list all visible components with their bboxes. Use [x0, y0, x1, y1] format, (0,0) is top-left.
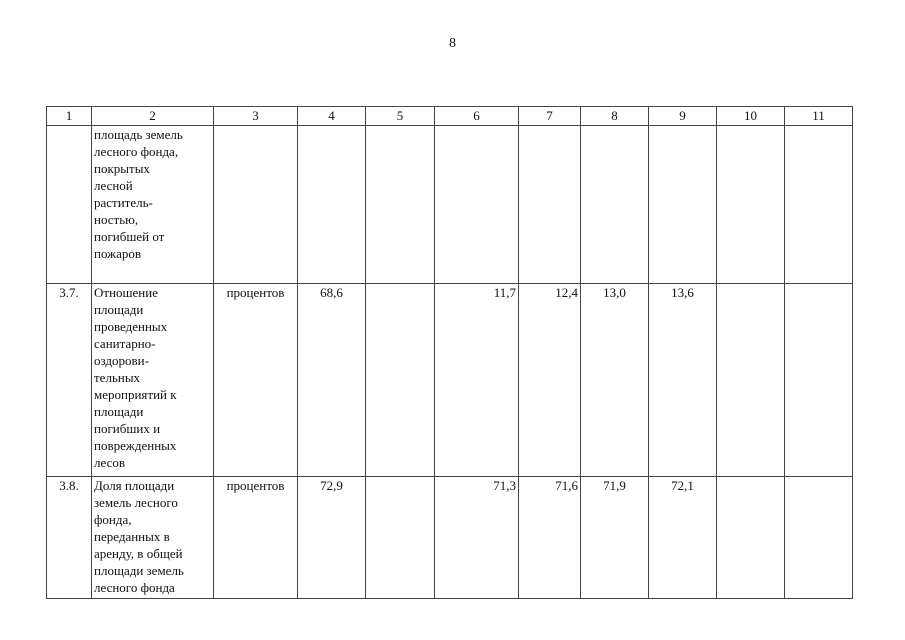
value-cell	[785, 284, 853, 477]
row-number-cell: 3.8.	[47, 477, 92, 599]
value-cell: 12,4	[519, 284, 581, 477]
column-header: 11	[785, 107, 853, 126]
value-cell	[298, 126, 366, 284]
value-cell: 72,9	[298, 477, 366, 599]
value-cell	[785, 477, 853, 599]
column-header: 7	[519, 107, 581, 126]
value-cell	[435, 126, 519, 284]
value-cell: 72,1	[649, 477, 717, 599]
indicator-text: Отношение площади проведенных санитарно- оздорови- тельных мероприятий к площади погибших и поврежденных лесов	[94, 285, 177, 470]
value-cell: 71,9	[581, 477, 649, 599]
table-row	[47, 284, 853, 477]
value-cell	[581, 126, 649, 284]
value-cell: 71,3	[435, 477, 519, 599]
column-header: 5	[366, 107, 435, 126]
table-row	[47, 477, 853, 599]
column-header: 2	[92, 107, 214, 126]
column-header: 4	[298, 107, 366, 126]
indicator-text: площадь земель лесного фонда, покрытых лесной раститель- ностью, погибшей от пожаров	[94, 127, 183, 261]
row-number-cell	[47, 126, 92, 284]
value-cell	[519, 126, 581, 284]
column-header: 10	[717, 107, 785, 126]
value-cell	[649, 126, 717, 284]
unit-cell: процентов	[214, 284, 298, 477]
column-header: 9	[649, 107, 717, 126]
indicator-cell	[92, 477, 214, 599]
value-cell: 71,6	[519, 477, 581, 599]
value-cell: 13,0	[581, 284, 649, 477]
page-number: 8	[449, 36, 456, 51]
column-header: 3	[214, 107, 298, 126]
row-number-cell: 3.7.	[47, 284, 92, 477]
indicator-cell	[92, 126, 214, 284]
indicators-table	[46, 106, 853, 599]
table-header-row	[47, 107, 853, 126]
value-cell	[785, 126, 853, 284]
value-cell	[717, 126, 785, 284]
value-cell	[366, 477, 435, 599]
table-row	[47, 126, 853, 284]
indicator-text: Доля площади земель лесного фонда, переданных в аренду, в общей площади земель лесного фонда	[94, 478, 184, 595]
value-cell: 13,6	[649, 284, 717, 477]
column-header: 8	[581, 107, 649, 126]
column-header: 6	[435, 107, 519, 126]
unit-cell	[214, 126, 298, 284]
value-cell: 68,6	[298, 284, 366, 477]
value-cell	[717, 477, 785, 599]
unit-cell: процентов	[214, 477, 298, 599]
value-cell	[366, 284, 435, 477]
value-cell	[717, 284, 785, 477]
column-header: 1	[47, 107, 92, 126]
value-cell: 11,7	[435, 284, 519, 477]
value-cell	[366, 126, 435, 284]
indicator-cell	[92, 284, 214, 477]
